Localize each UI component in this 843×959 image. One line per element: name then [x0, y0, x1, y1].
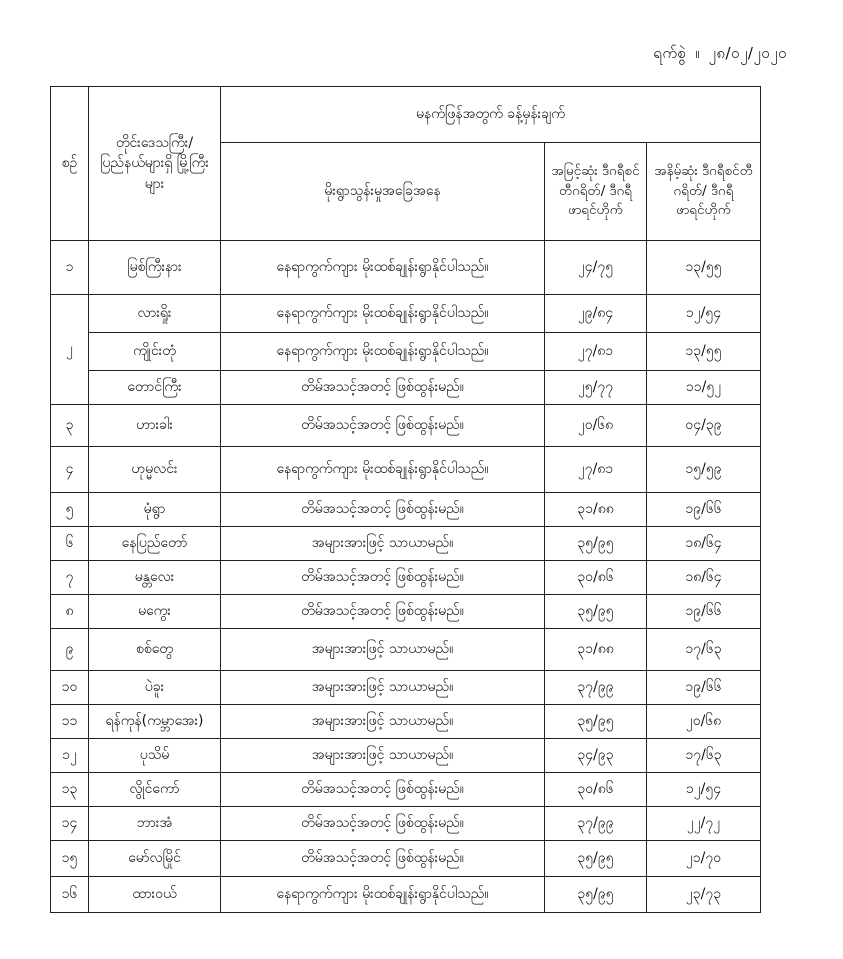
row-min-temp: ၁၉/၆၆	[647, 671, 761, 705]
row-min-temp: ၁၁/၅၂	[647, 371, 761, 405]
row-max-temp: ၃၅/၉၅	[545, 595, 647, 629]
row-max-temp: ၃၅/၉၅	[545, 877, 647, 913]
row-min-temp: ၁၈/၆၄	[647, 561, 761, 595]
date-label: ရက်စွဲ	[653, 44, 687, 62]
table-row	[51, 877, 761, 913]
row-min-temp: ၁၅/၅၉	[647, 447, 761, 493]
header-rain-condition: မိုးရွာသွန်းမှုအခြေအနေ	[221, 143, 545, 241]
row-condition: တိမ်အသင့်အတင့် ဖြစ်ထွန်းမည်။	[221, 493, 545, 527]
table-row	[51, 405, 761, 447]
row-max-temp: ၂၇/၈၁	[545, 333, 647, 371]
row-no: ၁	[51, 241, 89, 295]
row-condition: နေရာကွက်ကျား မိုးထစ်ချုန်းရွာနိုင်ပါသည်။	[221, 447, 545, 493]
row-condition: နေရာကွက်ကျား မိုးထစ်ချုန်းရွာနိုင်ပါသည်။	[221, 241, 545, 295]
row-condition: တိမ်အသင့်အတင့် ဖြစ်ထွန်းမည်။	[221, 371, 545, 405]
row-max-temp: ၂၀/၆၈	[545, 405, 647, 447]
row-no: ၇	[51, 561, 89, 595]
row-max-temp: ၃၀/၈၆	[545, 561, 647, 595]
row-city: နေပြည်တော်	[89, 527, 221, 561]
date-separator: ။	[695, 44, 701, 62]
table-row	[51, 295, 761, 333]
table-row	[51, 807, 761, 841]
row-max-temp: ၃၁/၈၈	[545, 493, 647, 527]
row-no: ၂	[51, 295, 89, 405]
header-max-temp: အမြင့်ဆုံး ဒီဂရီစင်တီဂရိတ်/ ဒီဂရီဖာရင်ဟိုက်	[545, 143, 647, 241]
row-no: ၁၀	[51, 671, 89, 705]
row-min-temp: ၁၂/၅၄	[647, 773, 761, 807]
table-row	[51, 841, 761, 877]
table-row	[51, 773, 761, 807]
row-min-temp: ၂၃/၇၃	[647, 877, 761, 913]
row-no: ၄	[51, 447, 89, 493]
row-min-temp: ၁၇/၆၃	[647, 629, 761, 671]
row-no: ၃	[51, 405, 89, 447]
row-city: မန္တလေး	[89, 561, 221, 595]
table-row	[51, 561, 761, 595]
row-condition: အများအားဖြင့် သာယာမည်။	[221, 671, 545, 705]
row-min-temp: ၂၀/၆၈	[647, 705, 761, 739]
row-min-temp: ၀၄/၃၉	[647, 405, 761, 447]
row-no: ၅	[51, 493, 89, 527]
row-condition: နေရာကွက်ကျား မိုးထစ်ချုန်းရွာနိုင်ပါသည်။	[221, 333, 545, 371]
row-max-temp: ၃၅/၉၅	[545, 705, 647, 739]
row-no: ၉	[51, 629, 89, 671]
row-no: ၈	[51, 595, 89, 629]
row-max-temp: ၃၅/၉၅	[545, 527, 647, 561]
row-no: ၁၅	[51, 841, 89, 877]
row-min-temp: ၂၂/၇၂	[647, 807, 761, 841]
row-city: ဟုမ္မလင်း	[89, 447, 221, 493]
row-condition: တိမ်အသင့်အတင့် ဖြစ်ထွန်းမည်။	[221, 773, 545, 807]
date-value: ၂၈/၀၂/၂၀၂၀	[708, 44, 787, 62]
row-condition: နေရာကွက်ကျား မိုးထစ်ချုန်းရွာနိုင်ပါသည်။	[221, 877, 545, 913]
row-max-temp: ၃၁/၈၈	[545, 629, 647, 671]
row-max-temp: ၂၉/၈၄	[545, 295, 647, 333]
row-max-temp: ၂၇/၈၁	[545, 447, 647, 493]
row-condition: အများအားဖြင့် သာယာမည်။	[221, 705, 545, 739]
report-date	[653, 44, 787, 66]
row-no: ၁၁	[51, 705, 89, 739]
table-row	[51, 493, 761, 527]
row-city: ပုသိမ်	[89, 739, 221, 773]
row-no: ၁၆	[51, 877, 89, 913]
table-row	[51, 527, 761, 561]
table-row	[51, 705, 761, 739]
row-min-temp: ၁၉/၆၆	[647, 493, 761, 527]
row-city: မြစ်ကြီးနား	[89, 241, 221, 295]
header-min-temp: အနိမ့်ဆုံး ဒီဂရီစင်တီဂရိတ်/ ဒီဂရီဖာရင်ဟိုက်	[647, 143, 761, 241]
row-city: စစ်တွေ	[89, 629, 221, 671]
row-city: မကွေး	[89, 595, 221, 629]
forecast-table	[50, 86, 761, 913]
table-row	[51, 333, 761, 371]
header-region-cities: တိုင်းဒေသကြီး/ ပြည်နယ်များရှိ မြို့ကြီးများ	[89, 87, 221, 241]
row-min-temp: ၁၈/၆၄	[647, 527, 761, 561]
row-max-temp: ၃၅/၉၅	[545, 841, 647, 877]
table-row	[51, 595, 761, 629]
table-row	[51, 629, 761, 671]
row-condition: တိမ်အသင့်အတင့် ဖြစ်ထွန်းမည်။	[221, 405, 545, 447]
row-no: ၆	[51, 527, 89, 561]
row-min-temp: ၂၁/၇၀	[647, 841, 761, 877]
row-city: ရန်ကုန်(ကမ္ဘာအေး)	[89, 705, 221, 739]
row-condition: အများအားဖြင့် သာယာမည်။	[221, 739, 545, 773]
row-condition: တိမ်အသင့်အတင့် ဖြစ်ထွန်းမည်။	[221, 841, 545, 877]
row-min-temp: ၁၇/၆၃	[647, 739, 761, 773]
row-condition: တိမ်အသင့်အတင့် ဖြစ်ထွန်းမည်။	[221, 561, 545, 595]
header-forecast-tomorrow: မနက်ဖြန်အတွက် ခန့်မှန်းချက်	[221, 87, 761, 143]
row-city: ပဲခူး	[89, 671, 221, 705]
row-city: တောင်ကြီး	[89, 371, 221, 405]
table-row	[51, 241, 761, 295]
table-row	[51, 739, 761, 773]
row-city: ဟားခါး	[89, 405, 221, 447]
row-max-temp: ၃၄/၉၃	[545, 739, 647, 773]
row-city: လွိုင်ကော်	[89, 773, 221, 807]
row-city: ဘားအံ	[89, 807, 221, 841]
row-max-temp: ၃၇/၉၉	[545, 807, 647, 841]
table-row	[51, 371, 761, 405]
row-condition: အများအားဖြင့် သာယာမည်။	[221, 629, 545, 671]
row-max-temp: ၃၇/၉၉	[545, 671, 647, 705]
row-city: မုံရွာ	[89, 493, 221, 527]
row-min-temp: ၁၃/၅၅	[647, 333, 761, 371]
row-min-temp: ၁၂/၅၄	[647, 295, 761, 333]
row-no: ၁၂	[51, 739, 89, 773]
row-no: ၁၄	[51, 807, 89, 841]
row-max-temp: ၃၀/၈၆	[545, 773, 647, 807]
row-condition: နေရာကွက်ကျား မိုးထစ်ချုန်းရွာနိုင်ပါသည်။	[221, 295, 545, 333]
row-city: လားရှိုး	[89, 295, 221, 333]
row-max-temp: ၂၅/၇၇	[545, 371, 647, 405]
table-row	[51, 671, 761, 705]
row-condition: တိမ်အသင့်အတင့် ဖြစ်ထွန်းမည်။	[221, 807, 545, 841]
row-city: မော်လမြိုင်	[89, 841, 221, 877]
row-max-temp: ၂၄/၇၅	[545, 241, 647, 295]
row-no: ၁၃	[51, 773, 89, 807]
header-serial-no: စဉ်	[51, 87, 89, 241]
table-row	[51, 447, 761, 493]
row-condition: တိမ်အသင့်အတင့် ဖြစ်ထွန်းမည်။	[221, 595, 545, 629]
row-city: ထားဝယ်	[89, 877, 221, 913]
row-condition: အများအားဖြင့် သာယာမည်။	[221, 527, 545, 561]
row-city: ကျိုင်းတုံ	[89, 333, 221, 371]
row-min-temp: ၁၃/၅၅	[647, 241, 761, 295]
row-min-temp: ၁၉/၆၆	[647, 595, 761, 629]
